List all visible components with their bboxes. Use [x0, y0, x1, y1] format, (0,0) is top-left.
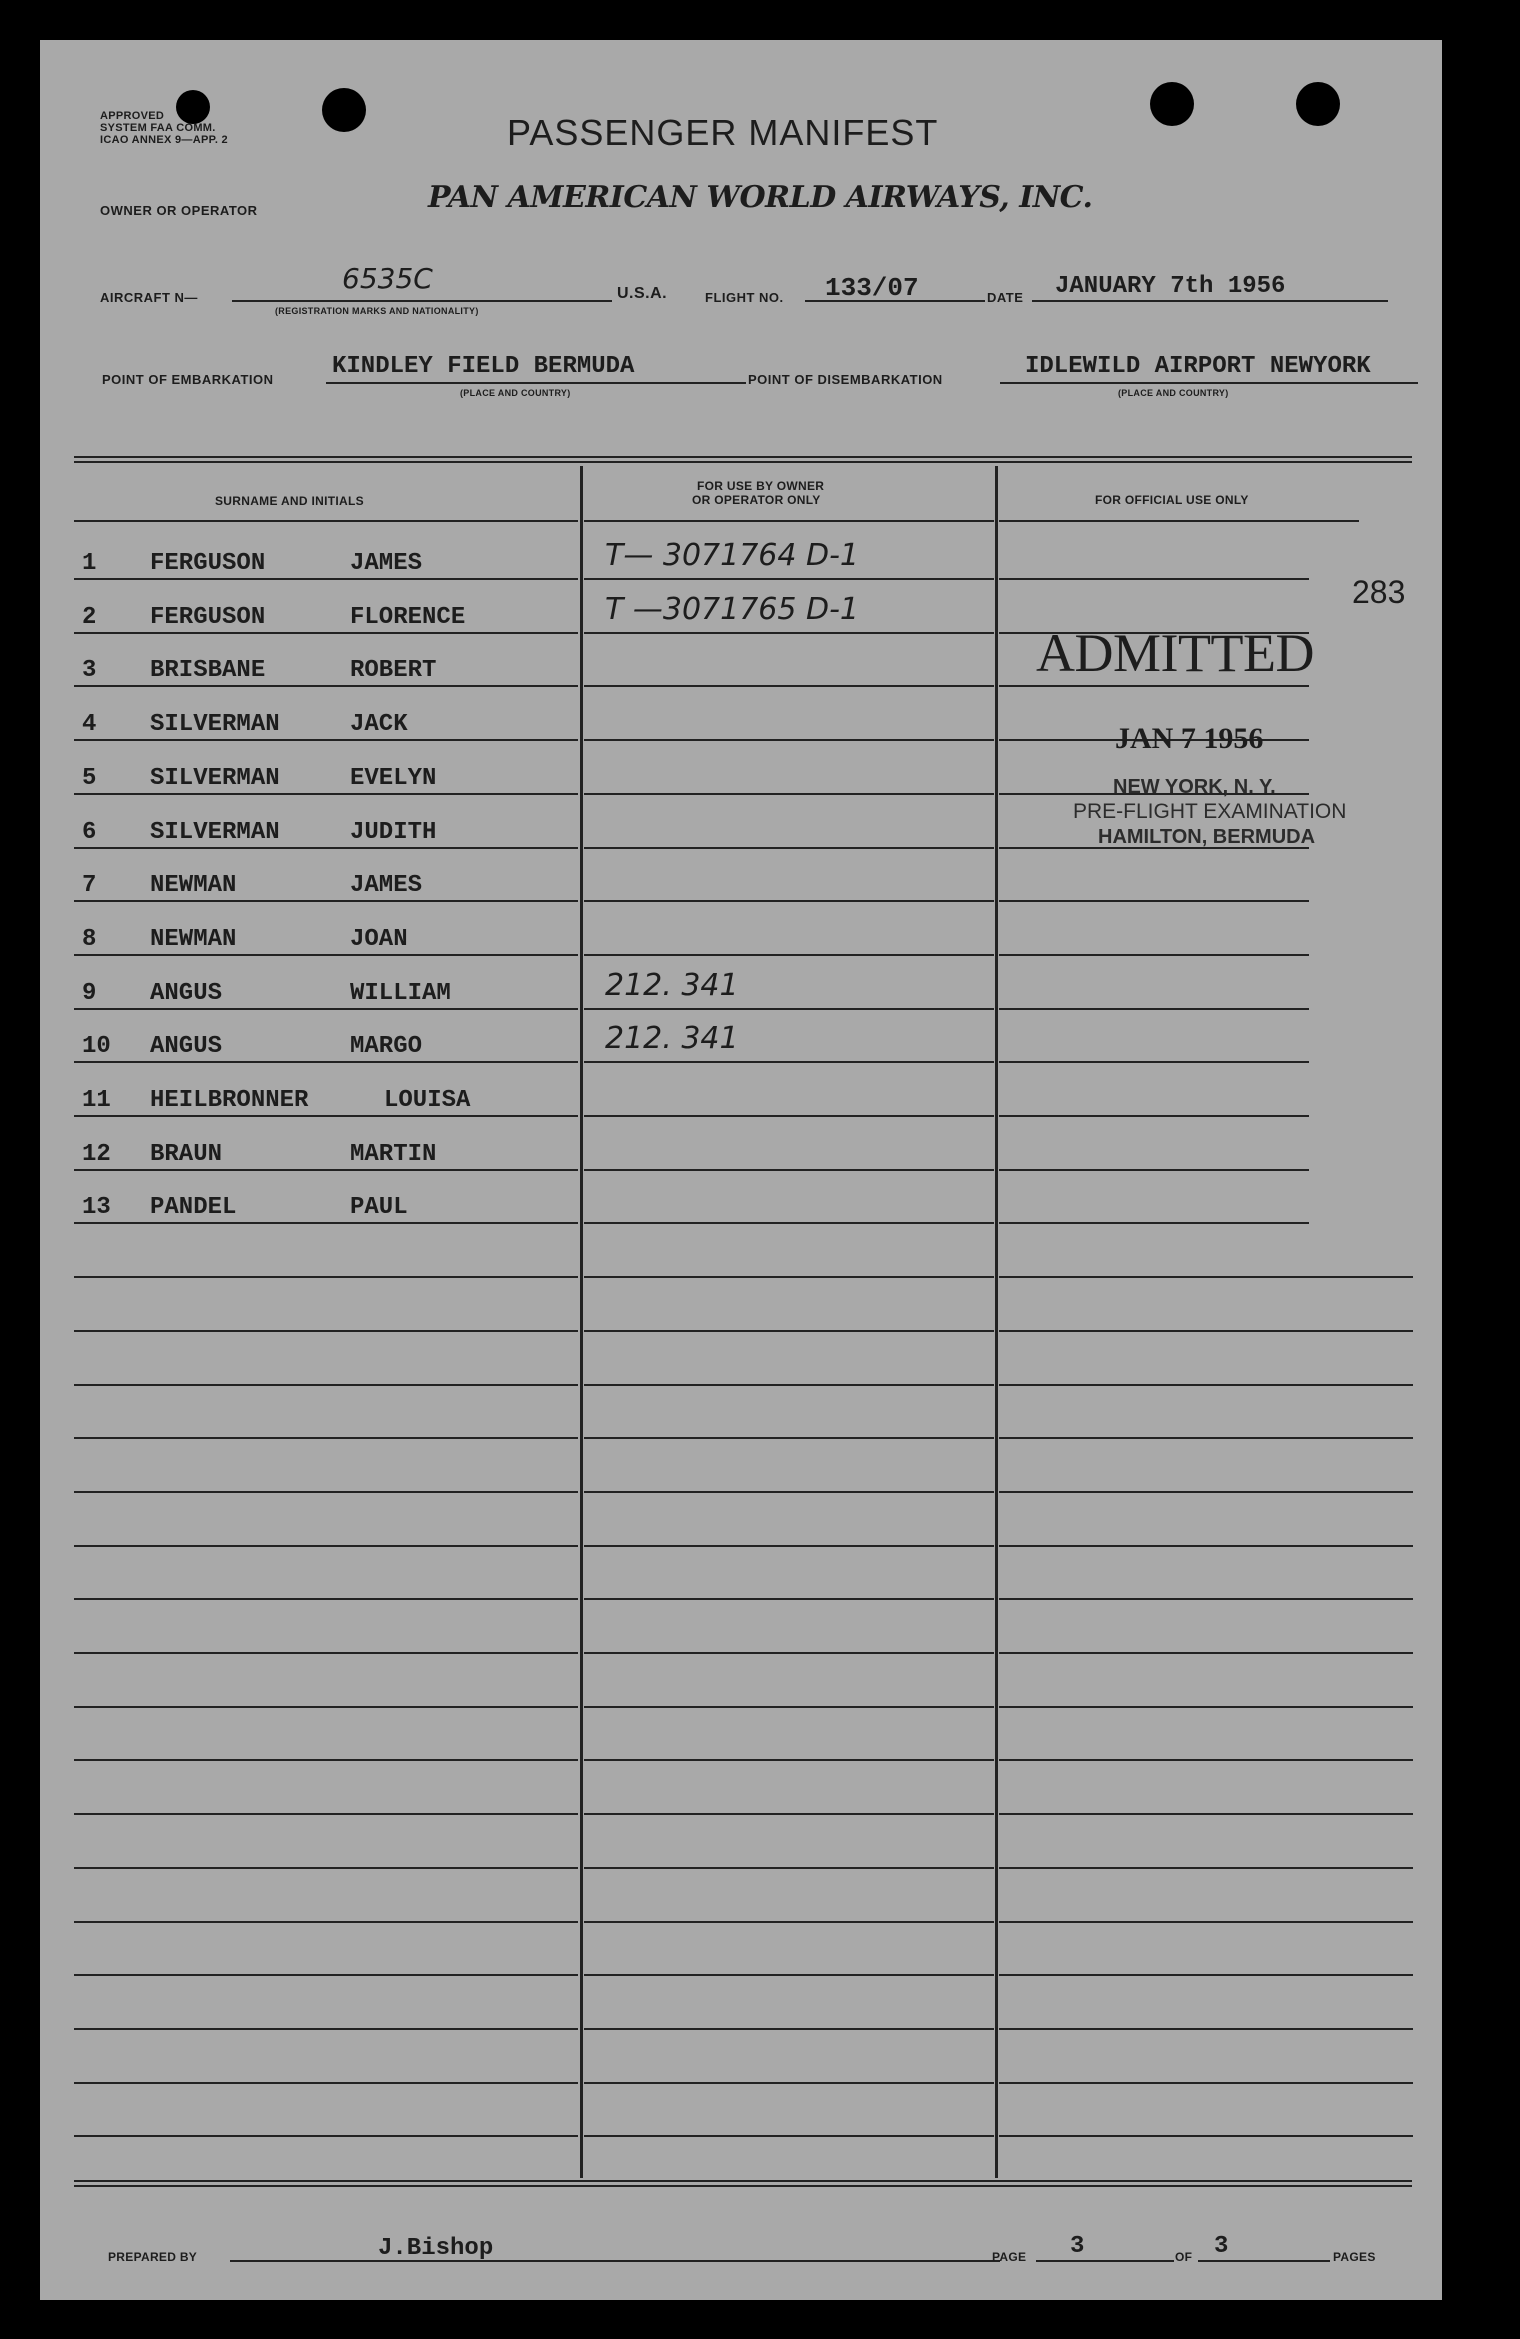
- row-surname: ANGUS: [150, 1033, 223, 1060]
- disembark-underline: [1000, 382, 1418, 384]
- row-rule: [584, 954, 994, 956]
- row-surname: BRAUN: [150, 1141, 223, 1168]
- col-header-underline: [584, 520, 994, 522]
- row-given-name: ROBERT: [350, 657, 437, 684]
- punch-hole: [176, 90, 210, 124]
- row-rule: [999, 2028, 1413, 2030]
- row-rule: [999, 954, 1309, 956]
- row-surname: FERGUSON: [150, 550, 266, 577]
- row-rule: [74, 1276, 578, 1278]
- row-given-name: JAMES: [350, 550, 423, 577]
- row-given-name: JACK: [350, 711, 408, 738]
- row-given-name: MARGO: [350, 1033, 423, 1060]
- row-surname: SILVERMAN: [150, 711, 280, 738]
- row-rule: [74, 1813, 578, 1815]
- owner-label: OWNER OR OPERATOR: [100, 203, 258, 218]
- approval-line-2: SYSTEM FAA COMM.: [100, 122, 216, 134]
- row-given-name: EVELYN: [350, 765, 437, 792]
- row-rule: [584, 739, 994, 741]
- date-label: DATE: [987, 290, 1024, 305]
- row-rule: [74, 1921, 578, 1923]
- row-rule: [584, 2082, 994, 2084]
- punch-hole: [1296, 82, 1340, 126]
- embark-underline: [326, 382, 746, 384]
- row-rule: [999, 2082, 1413, 2084]
- row-rule: [74, 1598, 578, 1600]
- page-title: PASSENGER MANIFEST: [507, 112, 939, 153]
- row-rule: [999, 1813, 1413, 1815]
- col-header-underline: [74, 520, 578, 522]
- row-rule: [584, 1169, 994, 1171]
- row-number: 1: [82, 550, 97, 577]
- row-number: 9: [82, 980, 97, 1007]
- row-given-name: JUDITH: [350, 819, 437, 846]
- row-rule: [999, 2135, 1413, 2137]
- row-owner-note: T— 3071764 D-1: [605, 538, 860, 573]
- row-given-name: MARTIN: [350, 1141, 437, 1168]
- embark-label: POINT OF EMBARKATION: [102, 372, 274, 387]
- row-rule: [584, 1974, 994, 1976]
- row-rule: [74, 1974, 578, 1976]
- row-rule: [584, 2135, 994, 2137]
- row-rule: [74, 1008, 578, 1010]
- aircraft-value: 6535C: [342, 262, 433, 295]
- usa-label: U.S.A.: [617, 285, 668, 302]
- col-header-surname: SURNAME AND INITIALS: [215, 494, 364, 508]
- row-rule: [74, 2135, 578, 2137]
- row-rule: [999, 1061, 1309, 1063]
- row-rule: [999, 1598, 1413, 1600]
- row-rule: [584, 1598, 994, 1600]
- page-underline: [1036, 2260, 1174, 2262]
- row-rule: [584, 1867, 994, 1869]
- punch-hole: [1150, 82, 1194, 126]
- row-number: 12: [82, 1141, 111, 1168]
- table-top-rule: [74, 456, 1412, 463]
- col-header-owner-1: FOR USE BY OWNER: [697, 479, 825, 493]
- row-rule: [999, 1276, 1413, 1278]
- operator-name: PAN AMERICAN WORLD AIRWAYS, INC.: [428, 180, 1093, 215]
- row-rule: [999, 1384, 1413, 1386]
- row-surname: SILVERMAN: [150, 819, 280, 846]
- stamp-city: NEW YORK, N. Y.: [1113, 776, 1276, 798]
- row-number: 6: [82, 819, 97, 846]
- row-rule: [584, 1330, 994, 1332]
- flight-value: 133/07: [825, 273, 919, 303]
- prepared-label: PREPARED BY: [108, 2250, 198, 2264]
- row-rule: [584, 685, 994, 687]
- row-rule: [999, 1545, 1413, 1547]
- row-rule: [999, 1222, 1309, 1224]
- row-rule: [999, 1115, 1309, 1117]
- flight-label: FLIGHT NO.: [705, 290, 784, 305]
- approval-line-1: APPROVED: [100, 110, 165, 122]
- prepared-value: J.Bishop: [378, 2235, 494, 2262]
- row-number: 10: [82, 1033, 111, 1060]
- row-rule: [74, 1061, 578, 1063]
- row-surname: HEILBRONNER: [150, 1087, 309, 1114]
- col-header-owner-2: OR OPERATOR ONLY: [692, 493, 821, 507]
- row-rule: [74, 900, 578, 902]
- date-underline: [1032, 300, 1388, 302]
- row-rule: [584, 632, 994, 634]
- column-divider-2: [995, 466, 998, 2178]
- row-rule: [74, 1115, 578, 1117]
- row-rule: [74, 1491, 578, 1493]
- row-rule: [74, 1759, 578, 1761]
- row-rule: [584, 1813, 994, 1815]
- row-rule: [74, 1330, 578, 1332]
- disembark-label: POINT OF DISEMBARKATION: [748, 372, 943, 387]
- row-rule: [999, 900, 1309, 902]
- row-owner-note: 212. 341: [605, 968, 739, 1003]
- row-rule: [584, 1545, 994, 1547]
- of-value: 3: [1214, 2233, 1229, 2260]
- row-rule: [584, 1759, 994, 1761]
- row-rule: [999, 1437, 1413, 1439]
- column-divider-1: [580, 466, 583, 2178]
- embark-caption: (PLACE AND COUNTRY): [460, 388, 571, 398]
- row-rule: [74, 1437, 578, 1439]
- row-rule: [74, 578, 578, 580]
- row-given-name: JAMES: [350, 872, 423, 899]
- aircraft-underline: [232, 300, 612, 302]
- row-rule: [74, 847, 578, 849]
- row-rule: [584, 793, 994, 795]
- row-rule: [584, 1276, 994, 1278]
- row-rule: [584, 1384, 994, 1386]
- row-surname: SILVERMAN: [150, 765, 280, 792]
- row-number: 5: [82, 765, 97, 792]
- stamp-place: HAMILTON, BERMUDA: [1098, 826, 1316, 848]
- row-rule: [74, 1222, 578, 1224]
- row-rule: [999, 1169, 1309, 1171]
- row-number: 8: [82, 926, 97, 953]
- row-rule: [584, 900, 994, 902]
- table-bottom-rule: [74, 2180, 1412, 2187]
- date-value: JANUARY 7th 1956: [1055, 273, 1286, 300]
- approval-line-3: ICAO ANNEX 9—APP. 2: [100, 134, 228, 146]
- row-rule: [999, 578, 1309, 580]
- row-rule: [584, 847, 994, 849]
- row-rule: [999, 1706, 1413, 1708]
- row-number: 11: [82, 1087, 111, 1114]
- row-rule: [74, 1867, 578, 1869]
- row-rule: [74, 793, 578, 795]
- row-rule: [584, 1706, 994, 1708]
- row-number: 7: [82, 872, 97, 899]
- row-rule: [584, 2028, 994, 2030]
- row-rule: [584, 1115, 994, 1117]
- row-owner-note: T —3071765 D-1: [605, 592, 860, 627]
- row-rule: [74, 632, 578, 634]
- row-surname: FERGUSON: [150, 604, 266, 631]
- stamp-date: JAN 7 1956: [1115, 722, 1264, 755]
- row-number: 3: [82, 657, 97, 684]
- row-rule: [74, 1169, 578, 1171]
- row-rule: [74, 954, 578, 956]
- disembark-value: IDLEWILD AIRPORT NEWYORK: [1025, 353, 1371, 380]
- row-number: 4: [82, 711, 97, 738]
- row-given-name: WILLIAM: [350, 980, 451, 1007]
- row-rule: [584, 578, 994, 580]
- row-rule: [584, 1437, 994, 1439]
- row-rule: [999, 685, 1309, 687]
- row-surname: NEWMAN: [150, 926, 237, 953]
- row-rule: [999, 1974, 1413, 1976]
- row-rule: [999, 1759, 1413, 1761]
- row-surname: ANGUS: [150, 980, 223, 1007]
- row-rule: [74, 1384, 578, 1386]
- row-surname: NEWMAN: [150, 872, 237, 899]
- row-rule: [999, 1491, 1413, 1493]
- stamp-admitted: ADMITTED: [1036, 623, 1314, 683]
- row-rule: [74, 2082, 578, 2084]
- row-given-name: JOAN: [350, 926, 408, 953]
- row-rule: [584, 1921, 994, 1923]
- disembark-caption: (PLACE AND COUNTRY): [1118, 388, 1229, 398]
- col-header-underline: [999, 520, 1359, 522]
- manifest-number: 283: [1352, 574, 1406, 610]
- registration-caption: (REGISTRATION MARKS AND NATIONALITY): [275, 306, 479, 316]
- row-rule: [999, 1330, 1413, 1332]
- row-number: 13: [82, 1194, 111, 1221]
- row-given-name: LOUISA: [384, 1087, 471, 1114]
- row-owner-note: 212. 341: [605, 1021, 739, 1056]
- row-rule: [584, 1222, 994, 1224]
- row-rule: [584, 1491, 994, 1493]
- row-number: 2: [82, 604, 97, 631]
- row-rule: [74, 1545, 578, 1547]
- col-header-official: FOR OFFICIAL USE ONLY: [1095, 493, 1249, 507]
- row-rule: [999, 1867, 1413, 1869]
- row-rule: [584, 1061, 994, 1063]
- row-rule: [584, 1652, 994, 1654]
- row-rule: [74, 1706, 578, 1708]
- page-label: PAGE: [992, 2250, 1027, 2264]
- pages-label: PAGES: [1333, 2250, 1376, 2264]
- row-given-name: PAUL: [350, 1194, 408, 1221]
- punch-hole: [322, 88, 366, 132]
- page-value: 3: [1070, 2233, 1085, 2260]
- row-surname: BRISBANE: [150, 657, 266, 684]
- row-rule: [584, 1008, 994, 1010]
- row-rule: [74, 2028, 578, 2030]
- of-label: OF: [1175, 2250, 1193, 2264]
- row-given-name: FLORENCE: [350, 604, 466, 631]
- row-rule: [74, 1652, 578, 1654]
- row-surname: PANDEL: [150, 1194, 237, 1221]
- row-rule: [999, 1008, 1309, 1010]
- aircraft-label: AIRCRAFT N—: [100, 290, 198, 305]
- prepared-underline: [230, 2260, 1000, 2262]
- row-rule: [999, 1921, 1413, 1923]
- embark-value: KINDLEY FIELD BERMUDA: [332, 353, 635, 380]
- row-rule: [74, 685, 578, 687]
- row-rule: [74, 739, 578, 741]
- stamp-exam: PRE-FLIGHT EXAMINATION: [1073, 800, 1347, 823]
- of-underline: [1198, 2260, 1330, 2262]
- row-rule: [999, 1652, 1413, 1654]
